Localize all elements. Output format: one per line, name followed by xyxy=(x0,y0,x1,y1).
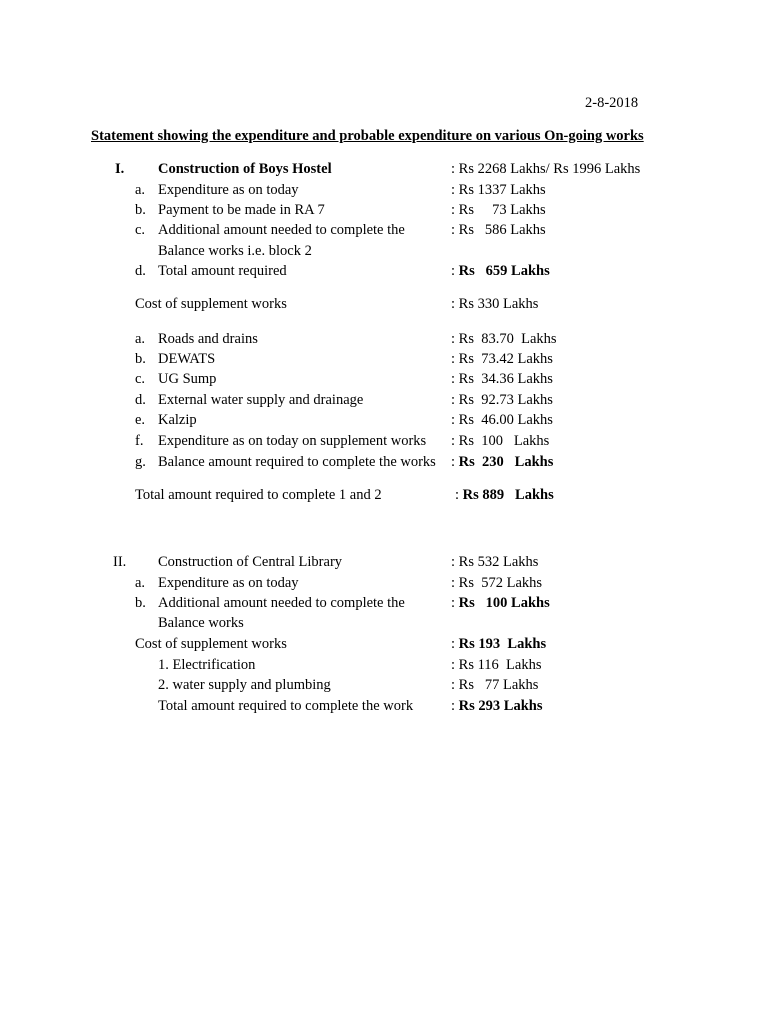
list-marker: b. xyxy=(135,351,146,367)
value-bold: Rs 100 Lakhs xyxy=(458,595,550,611)
item-value: : Rs 572 Lakhs xyxy=(451,575,543,591)
value-prefix: : xyxy=(451,595,459,611)
sub-item-value: : Rs 116 Lakhs xyxy=(451,657,542,673)
item-value xyxy=(451,594,550,612)
total-value xyxy=(455,486,554,504)
value-prefix: : xyxy=(455,487,463,503)
item-value: : Rs 46.00 Lakhs xyxy=(451,412,553,428)
supplement-value xyxy=(451,635,546,653)
item-label-continued: Balance works i.e. block 2 xyxy=(158,243,312,259)
item-label: Balance amount required to complete the works xyxy=(158,454,436,470)
list-marker: b. xyxy=(135,202,146,218)
list-marker: a. xyxy=(135,575,146,591)
section2-numeral: II. xyxy=(113,554,127,570)
value-bold: Rs 193 Lakhs xyxy=(458,636,547,652)
total-value xyxy=(451,697,542,715)
item-value xyxy=(451,262,550,280)
item-value: : Rs 1337 Lakhs xyxy=(451,182,546,198)
value-prefix: : xyxy=(451,636,459,652)
sub-item-value: : Rs 77 Lakhs xyxy=(451,677,539,693)
item-label: Additional amount needed to complete the xyxy=(158,595,405,611)
total-label: Total amount required to complete the work xyxy=(158,698,414,714)
item-label: Expenditure as on today on supplement works xyxy=(158,433,427,449)
item-label: Roads and drains xyxy=(158,331,258,347)
item-value: : Rs 586 Lakhs xyxy=(451,222,546,238)
supplement-label: Cost of supplement works xyxy=(135,636,287,652)
list-marker: d. xyxy=(135,263,146,279)
list-marker: a. xyxy=(135,182,146,198)
total-label: Total amount required to complete 1 and 2 xyxy=(135,487,382,503)
supplement-label: Cost of supplement works xyxy=(135,296,287,312)
list-marker: d. xyxy=(135,392,146,408)
list-marker: c. xyxy=(135,222,146,238)
item-label: UG Sump xyxy=(158,371,217,387)
document-title: Statement showing the expenditure and probable expenditure on various On-going works xyxy=(91,128,644,144)
sub-item-label: 1. Electrification xyxy=(158,657,256,673)
item-label: Expenditure as on today xyxy=(158,575,299,591)
section1-heading: Construction of Boys Hostel xyxy=(158,161,332,177)
list-marker: f. xyxy=(135,433,144,449)
section2-heading-value: : Rs 532 Lakhs xyxy=(451,554,539,570)
item-label: Additional amount needed to complete the xyxy=(158,222,405,238)
section1-heading-value: : Rs 2268 Lakhs/ Rs 1996 Lakhs xyxy=(451,161,641,177)
item-value: : Rs 92.73 Lakhs xyxy=(451,392,553,408)
value-bold: Rs 293 Lakhs xyxy=(458,698,543,714)
item-label: DEWATS xyxy=(158,351,216,367)
value-prefix: : xyxy=(451,698,459,714)
value-prefix: : xyxy=(451,454,459,470)
list-marker: c. xyxy=(135,371,146,387)
sub-item-label: 2. water supply and plumbing xyxy=(158,677,331,693)
value-bold: Rs 889 Lakhs xyxy=(462,487,554,503)
item-value: : Rs 100 Lakhs xyxy=(451,433,550,449)
item-label: Payment to be made in RA 7 xyxy=(158,202,325,218)
list-marker: e. xyxy=(135,412,146,428)
item-label: Kalzip xyxy=(158,412,197,428)
item-label-continued: Balance works xyxy=(158,615,244,631)
value-bold: Rs 230 Lakhs xyxy=(458,454,554,470)
list-marker: g. xyxy=(135,454,146,470)
item-value: : Rs 73 Lakhs xyxy=(451,202,546,218)
value-prefix: : xyxy=(451,263,459,279)
item-value: : Rs 83.70 Lakhs xyxy=(451,331,557,347)
document-date: 2-8-2018 xyxy=(585,95,639,111)
section2-heading: Construction of Central Library xyxy=(158,554,343,570)
item-value xyxy=(451,453,553,471)
list-marker: a. xyxy=(135,331,146,347)
list-marker: b. xyxy=(135,595,146,611)
item-value: : Rs 34.36 Lakhs xyxy=(451,371,553,387)
item-value: : Rs 73.42 Lakhs xyxy=(451,351,553,367)
supplement-value: : Rs 330 Lakhs xyxy=(451,296,539,312)
section1-numeral: I. xyxy=(115,161,125,177)
value-bold: Rs 659 Lakhs xyxy=(458,263,550,279)
item-label: Expenditure as on today xyxy=(158,182,299,198)
item-label: Total amount required xyxy=(158,263,287,279)
item-label: External water supply and drainage xyxy=(158,392,364,408)
